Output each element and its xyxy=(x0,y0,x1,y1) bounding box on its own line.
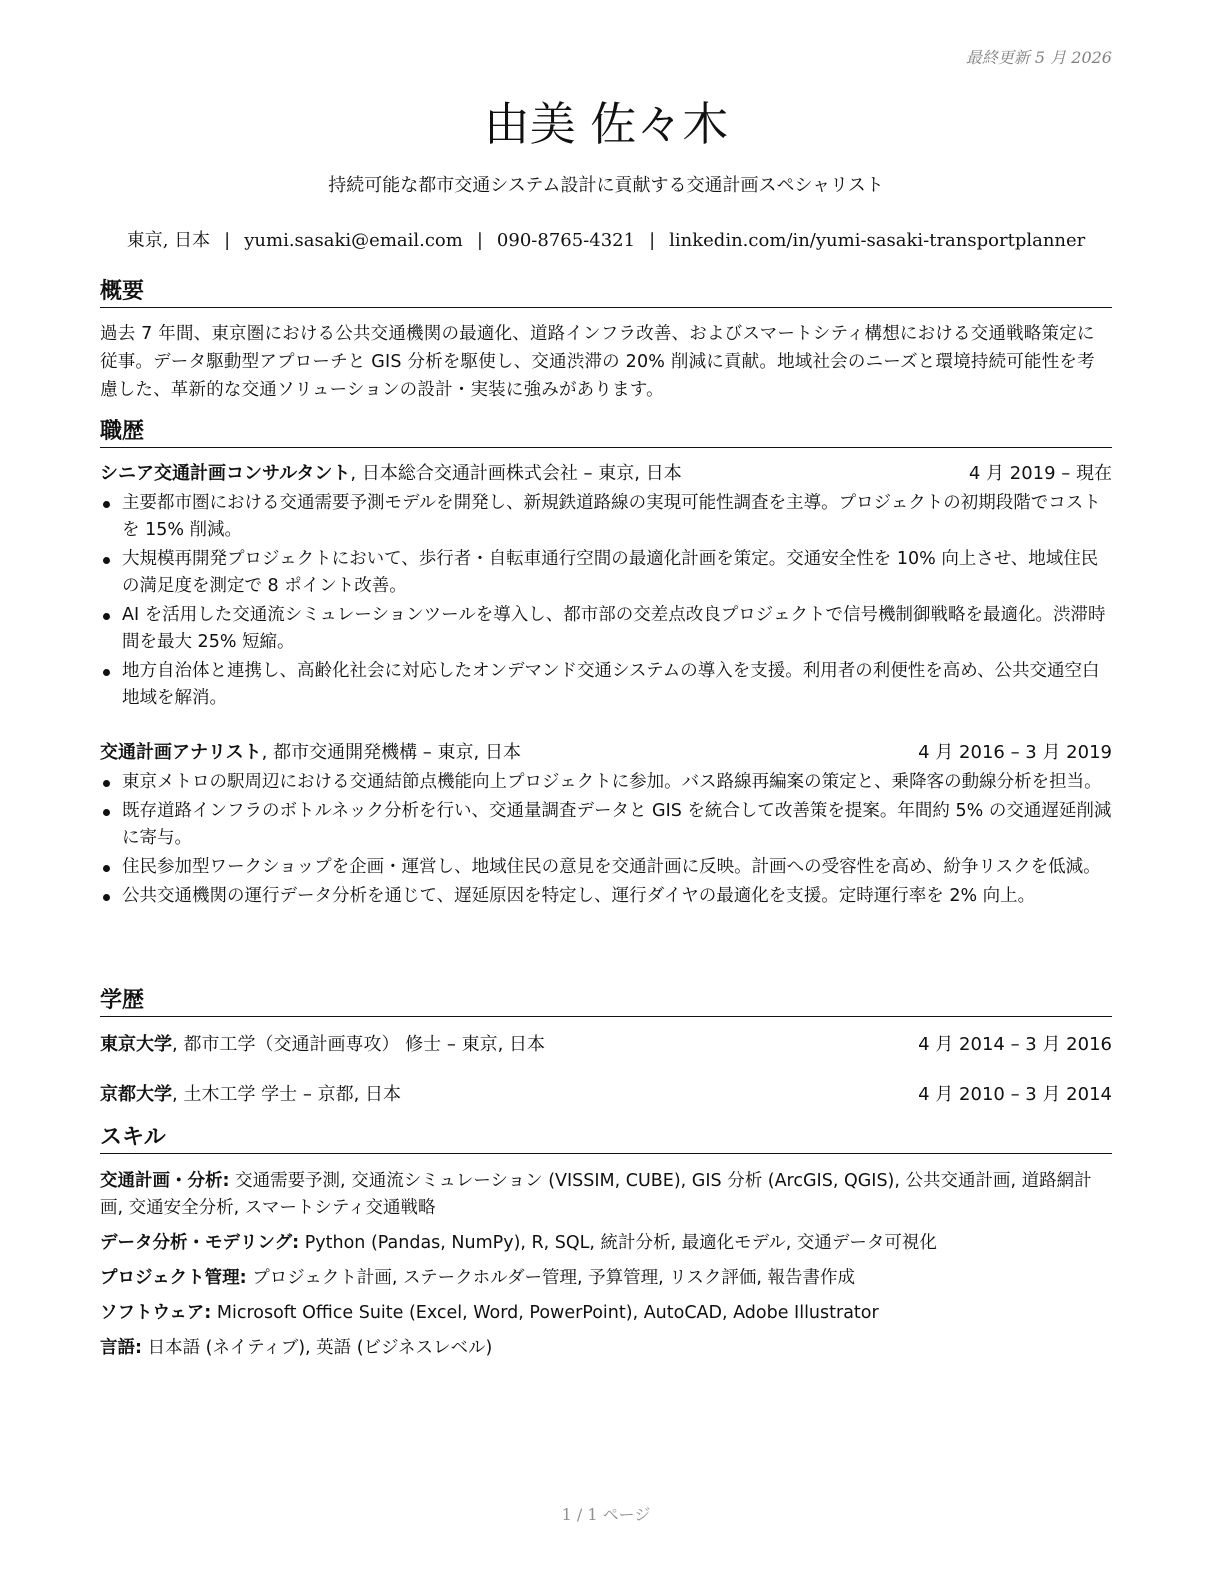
job-title: シニア交通計画コンサルタント xyxy=(100,463,351,484)
section-title-education: 学歴 xyxy=(100,988,1112,1017)
list-item xyxy=(100,546,1112,600)
bullet-text: 住民参加型ワークショップを企画・運営し、地域住民の意見を交通計画に反映。計画への受容性を高め、紛争リスクを低減。 xyxy=(122,857,1101,877)
list-item xyxy=(100,883,1112,910)
job-org: , 日本総合交通計画株式会社 – 東京, 日本 xyxy=(350,463,682,484)
job-header xyxy=(100,740,1112,766)
section-title-summary: 概要 xyxy=(100,279,1112,308)
list-item xyxy=(100,798,1112,852)
job-bullets xyxy=(100,769,1112,912)
contact-phone[interactable]: 090-8765-4321 xyxy=(496,230,636,251)
skill-value: プロジェクト計画, ステークホルダー管理, 予算管理, リスク評価, 報告書作成 xyxy=(246,1268,855,1288)
skill-label: 言語: xyxy=(100,1338,142,1358)
skill-label: データ分析・モデリング: xyxy=(100,1233,300,1253)
list-item xyxy=(100,490,1112,544)
skill-value: 日本語 (ネイティブ), 英語 (ビジネスレベル) xyxy=(142,1338,493,1358)
person-name: 由美 佐々木 xyxy=(483,97,729,151)
section-title-experience: 職歴 xyxy=(100,419,1112,448)
skill-row xyxy=(100,1300,1112,1327)
bullet-text: 主要都市圏における交通需要予測モデルを開発し、新規鉄道路線の実現可能性調査を主導。プロジェクトの初期段階でコストを 15% 削減。 xyxy=(122,493,1101,540)
job-org: , 都市交通開発機構 – 東京, 日本 xyxy=(261,742,521,763)
skill-value: Python (Pandas, NumPy), R, SQL, 統計分析, 最適化モデル, 交通データ可視化 xyxy=(299,1233,937,1253)
education-entry xyxy=(100,1032,1112,1058)
job-bullets xyxy=(100,490,1112,714)
education-date: 4 月 2010 – 3 月 2014 xyxy=(918,1084,1112,1105)
bullet-text: 地方自治体と連携し、高齢化社会に対応したオンデマンド交通システムの導入を支援。利用者の利便性を高め、公共交通空白地域を解消。 xyxy=(122,661,1100,708)
skill-value: Microsoft Office Suite (Excel, Word, PowerPoint), AutoCAD, Adobe Illustrator xyxy=(211,1303,879,1323)
education-detail: , 都市工学（交通計画専攻） 修士 – 東京, 日本 xyxy=(172,1034,546,1055)
education-entry xyxy=(100,1082,1112,1108)
bullet-text: 大規模再開発プロジェクトにおいて、歩行者・自転車通行空間の最適化計画を策定。交通安全性を 10% 向上させ、地域住民の満足度を測定で 8 ポイント改善。 xyxy=(122,549,1099,596)
bullet-icon xyxy=(103,809,110,816)
bullet-text: AI を活用した交通流シミュレーションツールを導入し、都市部の交差点改良プロジェクトで信号機制御戦略を最適化。渋滞時間を最大 25% 短縮。 xyxy=(122,605,1106,652)
bullet-text: 公共交通機関の運行データ分析を通じて、遅延原因を特定し、運行ダイヤの最適化を支援。定時運行率を 2% 向上。 xyxy=(122,886,1036,906)
skill-row xyxy=(100,1230,1112,1257)
bullet-icon xyxy=(103,865,110,872)
bullet-icon xyxy=(103,613,110,620)
skill-label: ソフトウェア: xyxy=(100,1303,212,1323)
job-title: 交通計画アナリスト xyxy=(100,742,262,763)
list-item xyxy=(100,769,1112,796)
bullet-icon xyxy=(103,780,110,787)
last-updated: 最終更新 5 月 2026 xyxy=(965,48,1112,67)
bullet-icon xyxy=(103,894,110,901)
tagline: 持続可能な都市交通システム設計に貢献する交通計画スペシャリスト xyxy=(328,175,884,196)
section-title-skills: スキル xyxy=(100,1125,1112,1154)
contact-line xyxy=(100,226,1112,252)
contact-separator: | xyxy=(649,230,656,251)
skill-row xyxy=(100,1265,1112,1292)
contact-linkedin[interactable]: linkedin.com/in/yumi-sasaki-transportplanner xyxy=(669,230,1086,251)
summary-text: 過去 7 年間、東京圏における公共交通機関の最適化、道路インフラ改善、およびスマートシティ構想における交通戦略策定に従事。データ駆動型アプローチと GIS 分析を駆使し、交通渋滞の 20% 削減に貢献。地域社会のニーズと環境持続可能性を考慮した、革新的な交通ソリューションの設計・実装に強みがあります。 xyxy=(100,324,1095,400)
page-number: 1 / 1 ページ xyxy=(561,1505,651,1524)
skill-row xyxy=(100,1335,1112,1362)
school-name: 京都大学 xyxy=(100,1084,172,1105)
skill-label: 交通計画・分析: xyxy=(100,1171,230,1191)
contact-email[interactable]: yumi.sasaki@email.com xyxy=(244,230,463,251)
skill-row xyxy=(100,1168,1112,1222)
list-item xyxy=(100,658,1112,712)
resume-page xyxy=(100,0,1112,1584)
contact-separator: | xyxy=(476,230,483,251)
contact-separator: | xyxy=(224,230,231,251)
skills-list xyxy=(100,1168,1112,1370)
job-header xyxy=(100,461,1112,487)
contact-location: 東京, 日本 xyxy=(126,230,211,251)
education-date: 4 月 2014 – 3 月 2016 xyxy=(918,1034,1112,1055)
list-item xyxy=(100,854,1112,881)
bullet-text: 東京メトロの駅周辺における交通結節点機能向上プロジェクトに参加。バス路線再編案の策定と、乗降客の動線分析を担当。 xyxy=(122,772,1102,792)
list-item xyxy=(100,602,1112,656)
school-name: 東京大学 xyxy=(100,1034,172,1055)
job-date: 4 月 2019 – 現在 xyxy=(968,463,1112,484)
job-date: 4 月 2016 – 3 月 2019 xyxy=(918,742,1112,763)
education-detail: , 土木工学 学士 – 京都, 日本 xyxy=(172,1084,402,1105)
bullet-text: 既存道路インフラのボトルネック分析を行い、交通量調査データと GIS を統合して改善策を提案。年間約 5% の交通遅延削減に寄与。 xyxy=(122,801,1112,848)
bullet-icon xyxy=(103,501,110,508)
bullet-icon xyxy=(103,557,110,564)
bullet-icon xyxy=(103,669,110,676)
skill-label: プロジェクト管理: xyxy=(100,1268,247,1288)
skill-value: 交通需要予測, 交通流シミュレーション (VISSIM, CUBE), GIS 分析 (ArcGIS, QGIS), 公共交通計画, 道路網計画, 交通安全分析, スマートシティ交通戦略 xyxy=(100,1171,1092,1218)
